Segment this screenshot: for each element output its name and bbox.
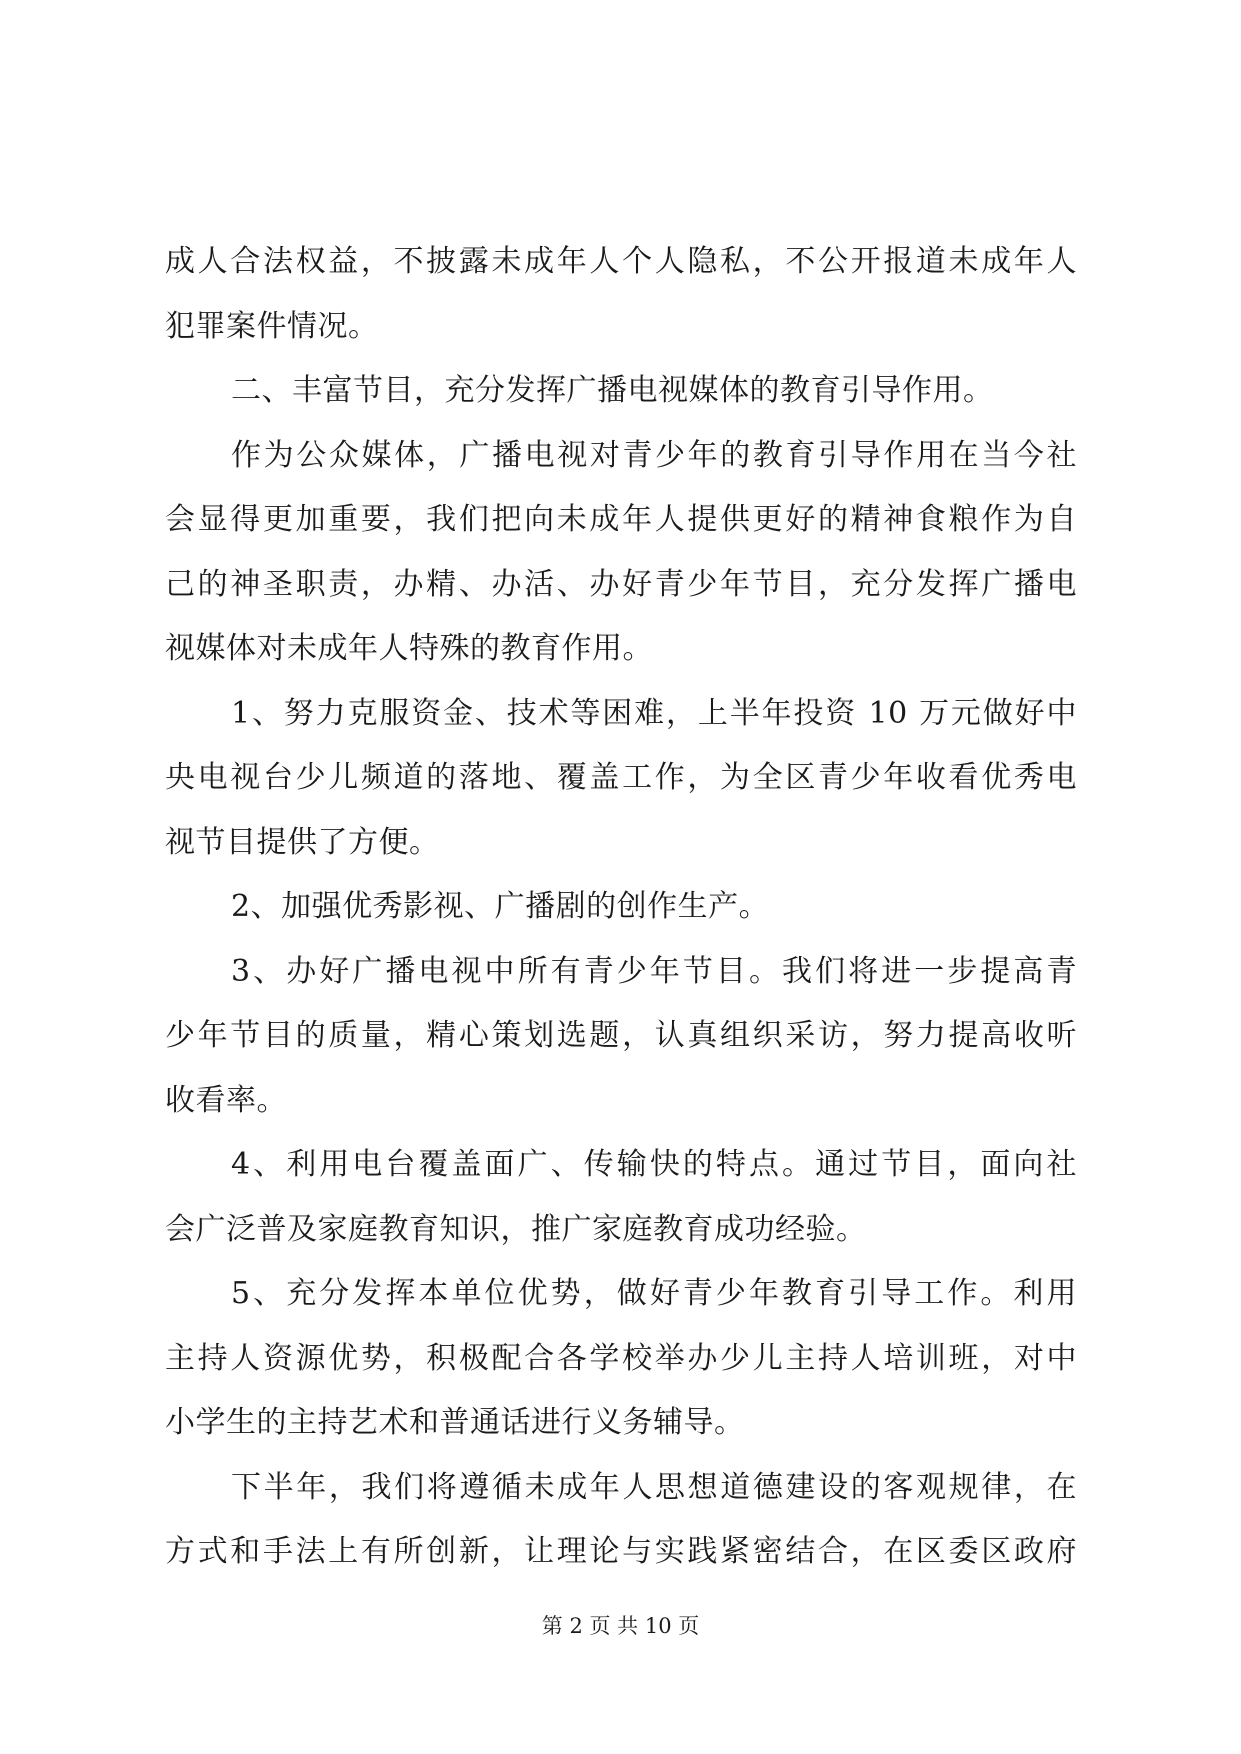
text-line: 会广泛普及家庭教育知识，推广家庭教育成功经验。: [165, 1211, 867, 1247]
text-line: 2、加强优秀影视、广播剧的创作生产。: [231, 889, 770, 924]
text-line: 1、努力克服资金、技术等困难，上半年投资 10 万元做好中: [231, 695, 1077, 731]
text-line: 会显得更加重要，我们把向未成年人提供更好的精神食粮作为自: [165, 502, 1077, 537]
text-line: 下半年，我们将遵循未成年人思想道德建设的客观规律，在: [231, 1469, 1077, 1505]
text-line: 4、利用电台覆盖面广、传输快的特点。通过节目，面向社: [231, 1147, 1077, 1182]
text-line: 己的神圣职责，办精、办活、办好青少年节目，充分发挥广播电: [165, 566, 1077, 602]
text-line: 成人合法权益，不披露未成年人个人隐私，不公开报道未成年人: [165, 244, 1077, 279]
text-line: 少年节目的质量，精心策划选题，认真组织采访，努力提高收听: [165, 1018, 1077, 1053]
text-line: 方式和手法上有所创新，让理论与实践紧密结合，在区委区政府: [165, 1534, 1077, 1569]
text-line: 小学生的主持艺术和普通话进行义务辅导。: [165, 1405, 745, 1440]
text-line: 主持人资源优势，积极配合各学校举办少儿主持人培训班，对中: [165, 1340, 1077, 1376]
text-line: 收看率。: [165, 1082, 287, 1118]
text-line: 3、办好广播电视中所有青少年节目。我们将进一步提高青: [231, 953, 1077, 989]
document-body: [165, 230, 1077, 1585]
text-line: 5、充分发挥本单位优势，做好青少年教育引导工作。利用: [231, 1276, 1077, 1311]
text-line: 视媒体对未成年人特殊的教育作用。: [165, 631, 653, 666]
page-footer: 第 2 页 共 10 页: [541, 1614, 700, 1638]
text-line: 二、丰富节目，充分发挥广播电视媒体的教育引导作用。: [231, 373, 994, 408]
text-line: 央电视台少儿频道的落地、覆盖工作，为全区青少年收看优秀电: [165, 760, 1077, 795]
text-line: 视节目提供了方便。: [165, 824, 440, 860]
text-line: 犯罪案件情况。: [165, 308, 379, 344]
text-line: 作为公众媒体，广播电视对青少年的教育引导作用在当今社: [231, 437, 1077, 473]
